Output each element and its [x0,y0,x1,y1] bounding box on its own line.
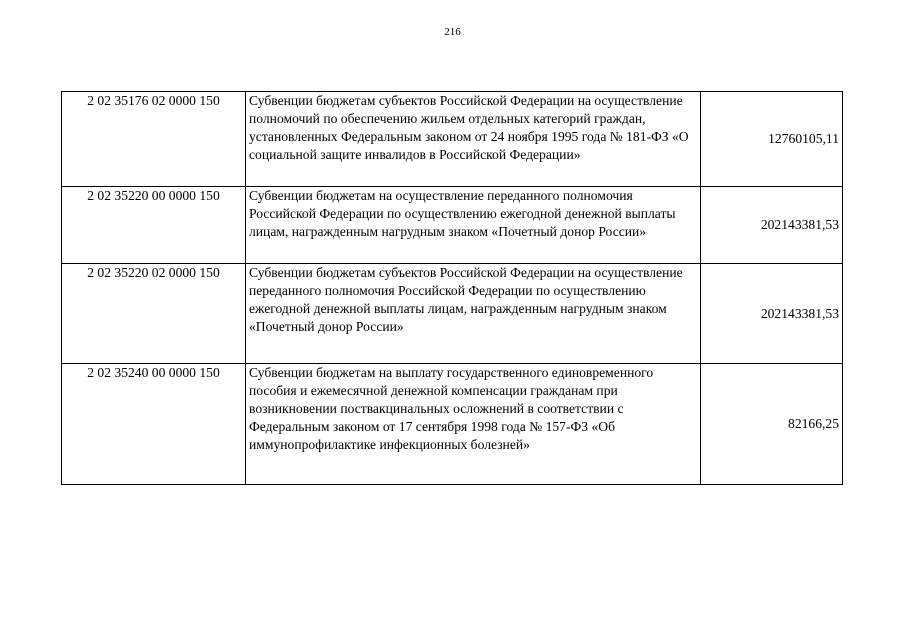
table-row [62,92,843,187]
table-row [62,364,843,485]
description-cell: Субвенции бюджетам на выплату государственного единовременного пособия и ежемесячной денежной компенсации гражданам при возникновении поствакцинальных осложнений в соответствии с Федеральным законом от 17 сентября 1998 года № 157-ФЗ «Об иммунопрофилактике инфекционных болезней» [246,364,701,485]
page-number: 216 [444,26,461,38]
table-row [62,187,843,264]
budget-code-cell: 2 02 35220 00 0000 150 [62,187,246,264]
amount-cell: 82166,25 [701,364,843,485]
budget-table [61,91,843,485]
description-cell: Субвенции бюджетам субъектов Российской Федерации на осуществление переданного полномочия Российской Федерации по осуществлению ежегодной денежной выплаты лицам, награжденным нагрудным знаком «Почетный донор России» [246,264,701,364]
amount-cell: 202143381,53 [701,187,843,264]
description-cell: Субвенции бюджетам на осуществление переданного полномочия Российской Федерации по осуществлению ежегодной денежной выплаты лицам, награжденным нагрудным знаком «Почетный донор России» [246,187,701,264]
budget-code-cell: 2 02 35220 02 0000 150 [62,264,246,364]
amount-cell: 202143381,53 [701,264,843,364]
amount-cell: 12760105,11 [701,92,843,187]
budget-code-cell: 2 02 35240 00 0000 150 [62,364,246,485]
budget-code-cell: 2 02 35176 02 0000 150 [62,92,246,187]
description-cell: Субвенции бюджетам субъектов Российской Федерации на осуществление полномочий по обеспечению жильем отдельных категорий граждан, установленных Федеральным законом от 24 ноября 1995 года № 181-ФЗ «О социальной защите инвалидов в Российской Федерации» [246,92,701,187]
table-row [62,264,843,364]
